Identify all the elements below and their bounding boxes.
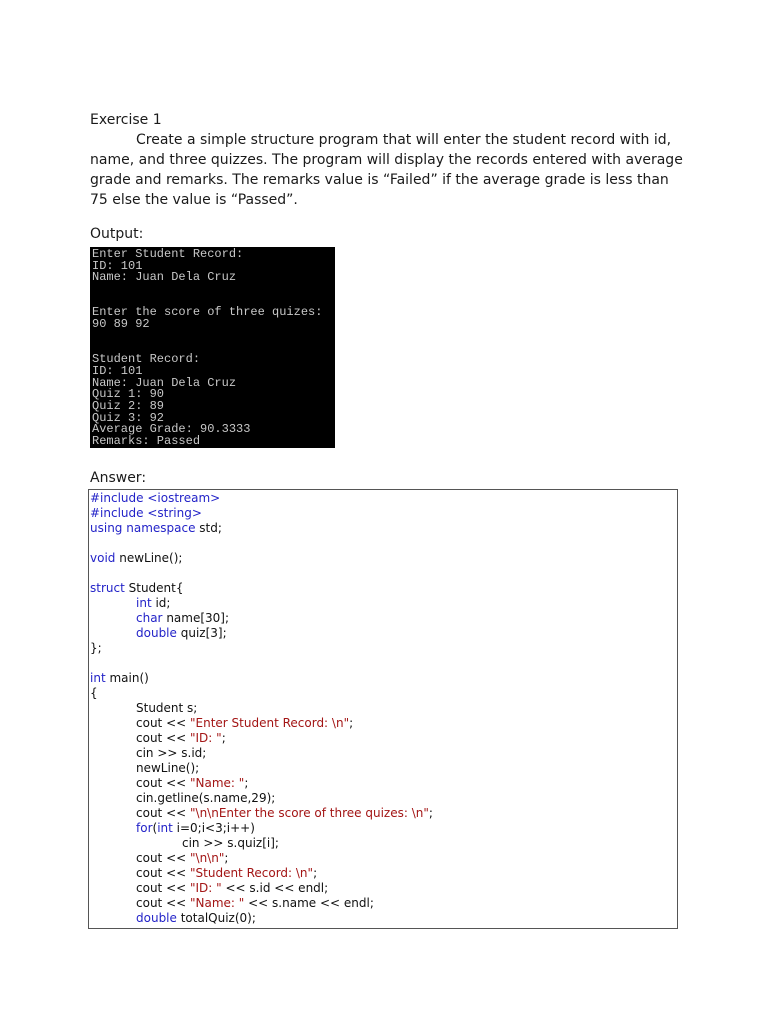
code-keyword: #include <string>: [90, 506, 202, 520]
console-output-screenshot: [90, 247, 335, 448]
console-line: ID: 101: [92, 363, 143, 378]
console-line: Name: Juan Dela Cruz: [92, 270, 237, 285]
code-line: [90, 746, 677, 761]
code-keyword: int: [157, 821, 173, 835]
code-line: [90, 836, 677, 851]
code-text: Student{: [124, 581, 184, 595]
code-text: << s.id << endl;: [221, 881, 329, 895]
code-text: cout <<: [136, 776, 190, 790]
code-line: [90, 806, 677, 821]
console-line: Enter the score of three quizes:: [92, 305, 323, 320]
code-text: totalQuiz(0);: [176, 911, 256, 925]
code-line: [90, 911, 677, 926]
code-string: "Name: ": [190, 896, 245, 910]
code-text: std;: [195, 521, 222, 535]
code-line: [90, 566, 677, 581]
code-text: ;: [244, 776, 249, 790]
code-text: cin.getline(s.name,29);: [136, 791, 276, 805]
code-text: quiz[3];: [176, 626, 227, 640]
code-keyword: double: [136, 626, 177, 640]
code-text: name[30];: [162, 611, 230, 625]
code-keyword: void: [90, 551, 116, 565]
code-line: [90, 581, 677, 596]
code-line: [90, 656, 677, 671]
code-string: "\n\n": [190, 851, 225, 865]
code-text: };: [90, 641, 102, 655]
code-line: [90, 536, 677, 551]
code-text: i=0;i<3;i++): [172, 821, 255, 835]
code-text: main(): [105, 671, 149, 685]
code-keyword: for: [136, 821, 153, 835]
code-string: "\n\nEnter the score of three quizes: \n": [190, 806, 429, 820]
code-line: [90, 596, 677, 611]
code-text: (: [152, 821, 158, 835]
code-text: newLine();: [136, 761, 200, 775]
code-text: ;: [313, 866, 318, 880]
console-line: [92, 284, 335, 296]
description-line: Create a simple structure program that will enter the student record with id,: [136, 132, 672, 148]
code-text: cout <<: [136, 716, 190, 730]
code-line: [90, 491, 677, 506]
console-line: Student Record:: [92, 352, 201, 367]
console-line: ID: 101: [92, 258, 143, 273]
code-keyword: char: [136, 611, 163, 625]
answer-label: Answer:: [90, 470, 147, 486]
code-line: [90, 611, 677, 626]
code-text: newLine();: [115, 551, 183, 565]
code-keyword: int: [136, 596, 152, 610]
code-listing-box: [88, 489, 678, 929]
console-line: Quiz 2: 89: [92, 398, 165, 413]
output-label: Output:: [90, 226, 144, 242]
code-string: "Enter Student Record: \n": [190, 716, 350, 730]
console-line: Enter Student Record:: [92, 247, 244, 261]
code-text: ;: [428, 806, 433, 820]
code-text: cout <<: [136, 806, 190, 820]
exercise-title: Exercise 1: [90, 112, 162, 128]
code-line: [90, 791, 677, 806]
code-line: [90, 701, 677, 716]
code-line: [90, 761, 677, 776]
code-keyword: #include <iostream>: [90, 491, 221, 505]
code-text: cout <<: [136, 851, 190, 865]
code-line: [90, 671, 677, 686]
code-string: "Student Record: \n": [190, 866, 314, 880]
code-line: [90, 866, 677, 881]
code-listing: [90, 491, 677, 926]
code-line: [90, 641, 677, 656]
code-text: ;: [349, 716, 354, 730]
code-line: [90, 776, 677, 791]
code-text: cout <<: [136, 896, 190, 910]
code-line: [90, 851, 677, 866]
console-line: Remarks: Passed: [92, 434, 201, 448]
code-line: [90, 896, 677, 911]
code-line: [90, 626, 677, 641]
code-keyword: struct: [90, 581, 125, 595]
code-text: cout <<: [136, 731, 190, 745]
code-keyword: using namespace: [90, 521, 196, 535]
code-string: "ID: ": [190, 881, 222, 895]
description-line: name, and three quizzes. The program will display the records entered with average: [90, 152, 683, 168]
code-keyword: double: [136, 911, 177, 925]
description-line: grade and remarks. The remarks value is “Failed” if the average grade is less than: [90, 172, 669, 188]
code-line: [90, 821, 677, 836]
code-text: cout <<: [136, 866, 190, 880]
console-line: Average Grade: 90.3333: [92, 422, 251, 437]
console-line: Quiz 1: 90: [92, 387, 165, 402]
code-text: cin >> s.id;: [136, 746, 207, 760]
console-line: Quiz 3: 92: [92, 410, 165, 425]
code-text: {: [90, 686, 98, 700]
code-string: "Name: ": [190, 776, 245, 790]
code-text: id;: [151, 596, 171, 610]
code-text: ;: [221, 731, 226, 745]
code-text: cin >> s.quiz[i];: [182, 836, 279, 850]
code-line: [90, 716, 677, 731]
console-line: Name: Juan Dela Cruz: [92, 375, 237, 390]
code-line: [90, 521, 677, 536]
code-text: ;: [224, 851, 229, 865]
console-line: [92, 331, 335, 343]
code-line: [90, 686, 677, 701]
code-line: [90, 506, 677, 521]
code-line: [90, 731, 677, 746]
exercise-description: [90, 130, 690, 210]
code-text: cout <<: [136, 881, 190, 895]
code-text: << s.name << endl;: [244, 896, 374, 910]
code-line: [90, 881, 677, 896]
code-line: [90, 551, 677, 566]
console-line: 90 89 92: [92, 317, 150, 332]
code-keyword: int: [90, 671, 106, 685]
description-line: 75 else the value is “Passed”.: [90, 192, 298, 208]
code-string: "ID: ": [190, 731, 222, 745]
code-text: Student s;: [136, 701, 198, 715]
